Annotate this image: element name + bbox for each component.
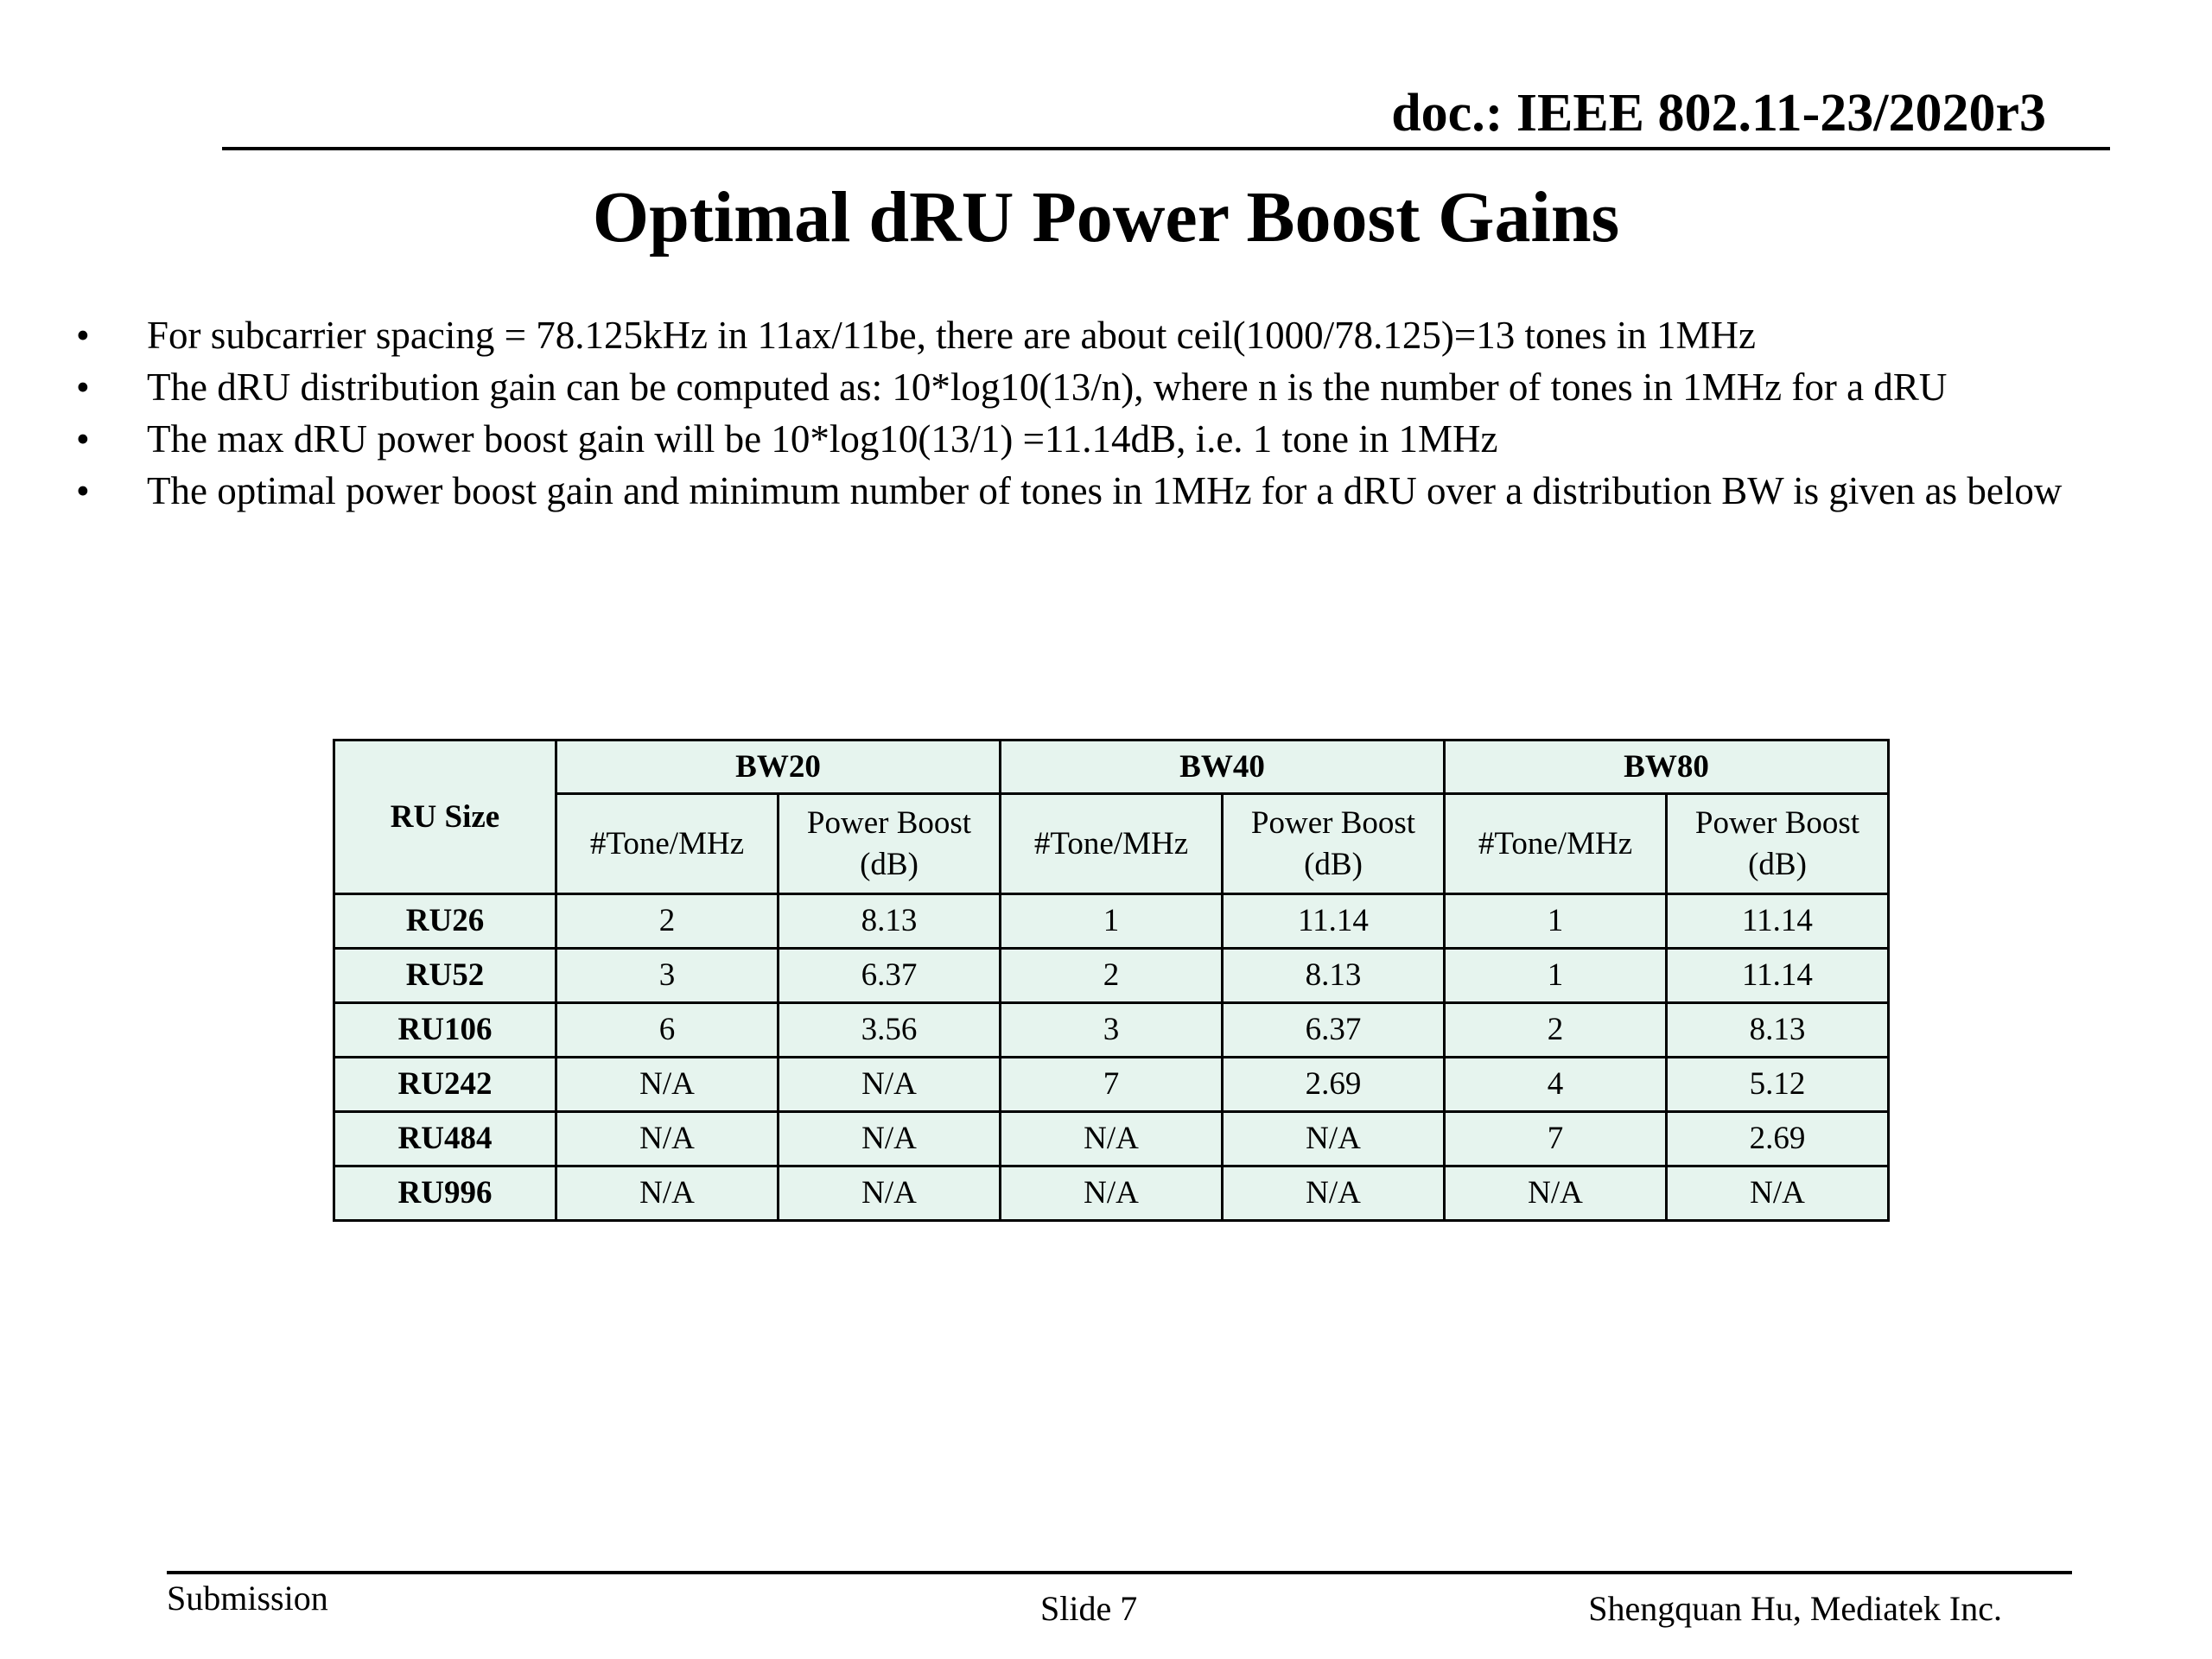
footer-submission: Submission <box>167 1579 328 1618</box>
table-row <box>334 1166 1889 1221</box>
ru-size-cell: RU996 <box>334 1166 556 1221</box>
bullet-item <box>0 465 2195 517</box>
table-cell: N/A <box>1667 1166 1889 1221</box>
table-cell: N/A <box>1001 1112 1223 1166</box>
bullet-dot-icon: • <box>76 314 90 357</box>
table-cell: 5.12 <box>1667 1058 1889 1112</box>
tone-header: #Tone/MHz <box>1001 794 1223 894</box>
bullet-text: The optimal power boost gain and minimum number of tones in 1MHz for a dRU over a distribution BW is given as below <box>147 469 2063 512</box>
table-cell: 7 <box>1001 1058 1223 1112</box>
tone-header: #Tone/MHz <box>556 794 779 894</box>
table-cell: N/A <box>779 1058 1001 1112</box>
table-row <box>334 1058 1889 1112</box>
table-cell: 2 <box>1001 949 1223 1003</box>
table-cell: N/A <box>556 1112 779 1166</box>
table-cell: 6 <box>556 1003 779 1058</box>
table-cell: 8.13 <box>1223 949 1445 1003</box>
power-boost-header: Power Boost (dB) <box>779 794 1001 894</box>
ru-size-cell: RU106 <box>334 1003 556 1058</box>
table-cell: 2 <box>1445 1003 1667 1058</box>
bullet-list <box>0 309 2195 517</box>
table-cell: 11.14 <box>1223 894 1445 949</box>
table-cell: 11.14 <box>1667 894 1889 949</box>
ru-size-cell: RU242 <box>334 1058 556 1112</box>
power-boost-table <box>333 739 1890 1222</box>
table-cell: 1 <box>1001 894 1223 949</box>
bw20-header: BW20 <box>556 741 1001 794</box>
table-subheader-row <box>334 794 1889 894</box>
bw40-header: BW40 <box>1001 741 1445 794</box>
table-cell: 3 <box>1001 1003 1223 1058</box>
table-cell: N/A <box>556 1166 779 1221</box>
bullet-dot-icon: • <box>76 469 90 512</box>
table-cell: 3 <box>556 949 779 1003</box>
footer-rule <box>167 1571 2072 1574</box>
table-row <box>334 949 1889 1003</box>
table-cell: 8.13 <box>1667 1003 1889 1058</box>
ru-size-cell: RU484 <box>334 1112 556 1166</box>
table-cell: 3.56 <box>779 1003 1001 1058</box>
table-cell: N/A <box>1223 1112 1445 1166</box>
table-row <box>334 1112 1889 1166</box>
table-cell: 7 <box>1445 1112 1667 1166</box>
table-cell: 11.14 <box>1667 949 1889 1003</box>
ru-size-header: RU Size <box>334 741 556 894</box>
slide-title: Optimal dRU Power Boost Gains <box>592 177 1620 257</box>
table-cell: N/A <box>1001 1166 1223 1221</box>
table-cell: 8.13 <box>779 894 1001 949</box>
header-rule <box>222 147 2110 150</box>
table-cell: 2.69 <box>1667 1112 1889 1166</box>
table-cell: 1 <box>1445 949 1667 1003</box>
ru-size-cell: RU52 <box>334 949 556 1003</box>
table-cell: N/A <box>779 1166 1001 1221</box>
doc-id: doc.: IEEE 802.11-23/2020r3 <box>1391 84 2046 143</box>
table-cell: N/A <box>1223 1166 1445 1221</box>
table-cell: 6.37 <box>779 949 1001 1003</box>
table-cell: 6.37 <box>1223 1003 1445 1058</box>
table-header-row <box>334 741 1889 794</box>
table-cell: 4 <box>1445 1058 1667 1112</box>
tone-header: #Tone/MHz <box>1445 794 1667 894</box>
table-row <box>334 894 1889 949</box>
power-boost-table-wrapper <box>333 739 1890 1222</box>
bullet-text: For subcarrier spacing = 78.125kHz in 11ax/11be, there are about ceil(1000/78.125)=13 tones in 1MHz <box>147 314 1756 357</box>
table-cell: N/A <box>779 1112 1001 1166</box>
table-cell: 2.69 <box>1223 1058 1445 1112</box>
bullet-item <box>0 361 2195 413</box>
bullet-dot-icon: • <box>76 365 90 409</box>
table-cell: N/A <box>1445 1166 1667 1221</box>
bullet-text: The dRU distribution gain can be computed as: 10*log10(13/n), where n is the number of tones in 1MHz for a dRU <box>147 365 1948 409</box>
power-boost-header: Power Boost (dB) <box>1667 794 1889 894</box>
footer-author: Shengquan Hu, Mediatek Inc. <box>1588 1589 2002 1628</box>
power-boost-header: Power Boost (dB) <box>1223 794 1445 894</box>
bw80-header: BW80 <box>1445 741 1889 794</box>
table-cell: 2 <box>556 894 779 949</box>
table-row <box>334 1003 1889 1058</box>
bullet-item <box>0 309 2195 361</box>
bullet-text: The max dRU power boost gain will be 10*log10(13/1) =11.14dB, i.e. 1 tone in 1MHz <box>147 417 1498 461</box>
bullet-dot-icon: • <box>76 417 90 461</box>
footer-slide-number: Slide 7 <box>1040 1589 1138 1628</box>
table-cell: N/A <box>556 1058 779 1112</box>
bullet-item <box>0 413 2195 465</box>
table-cell: 1 <box>1445 894 1667 949</box>
ru-size-cell: RU26 <box>334 894 556 949</box>
